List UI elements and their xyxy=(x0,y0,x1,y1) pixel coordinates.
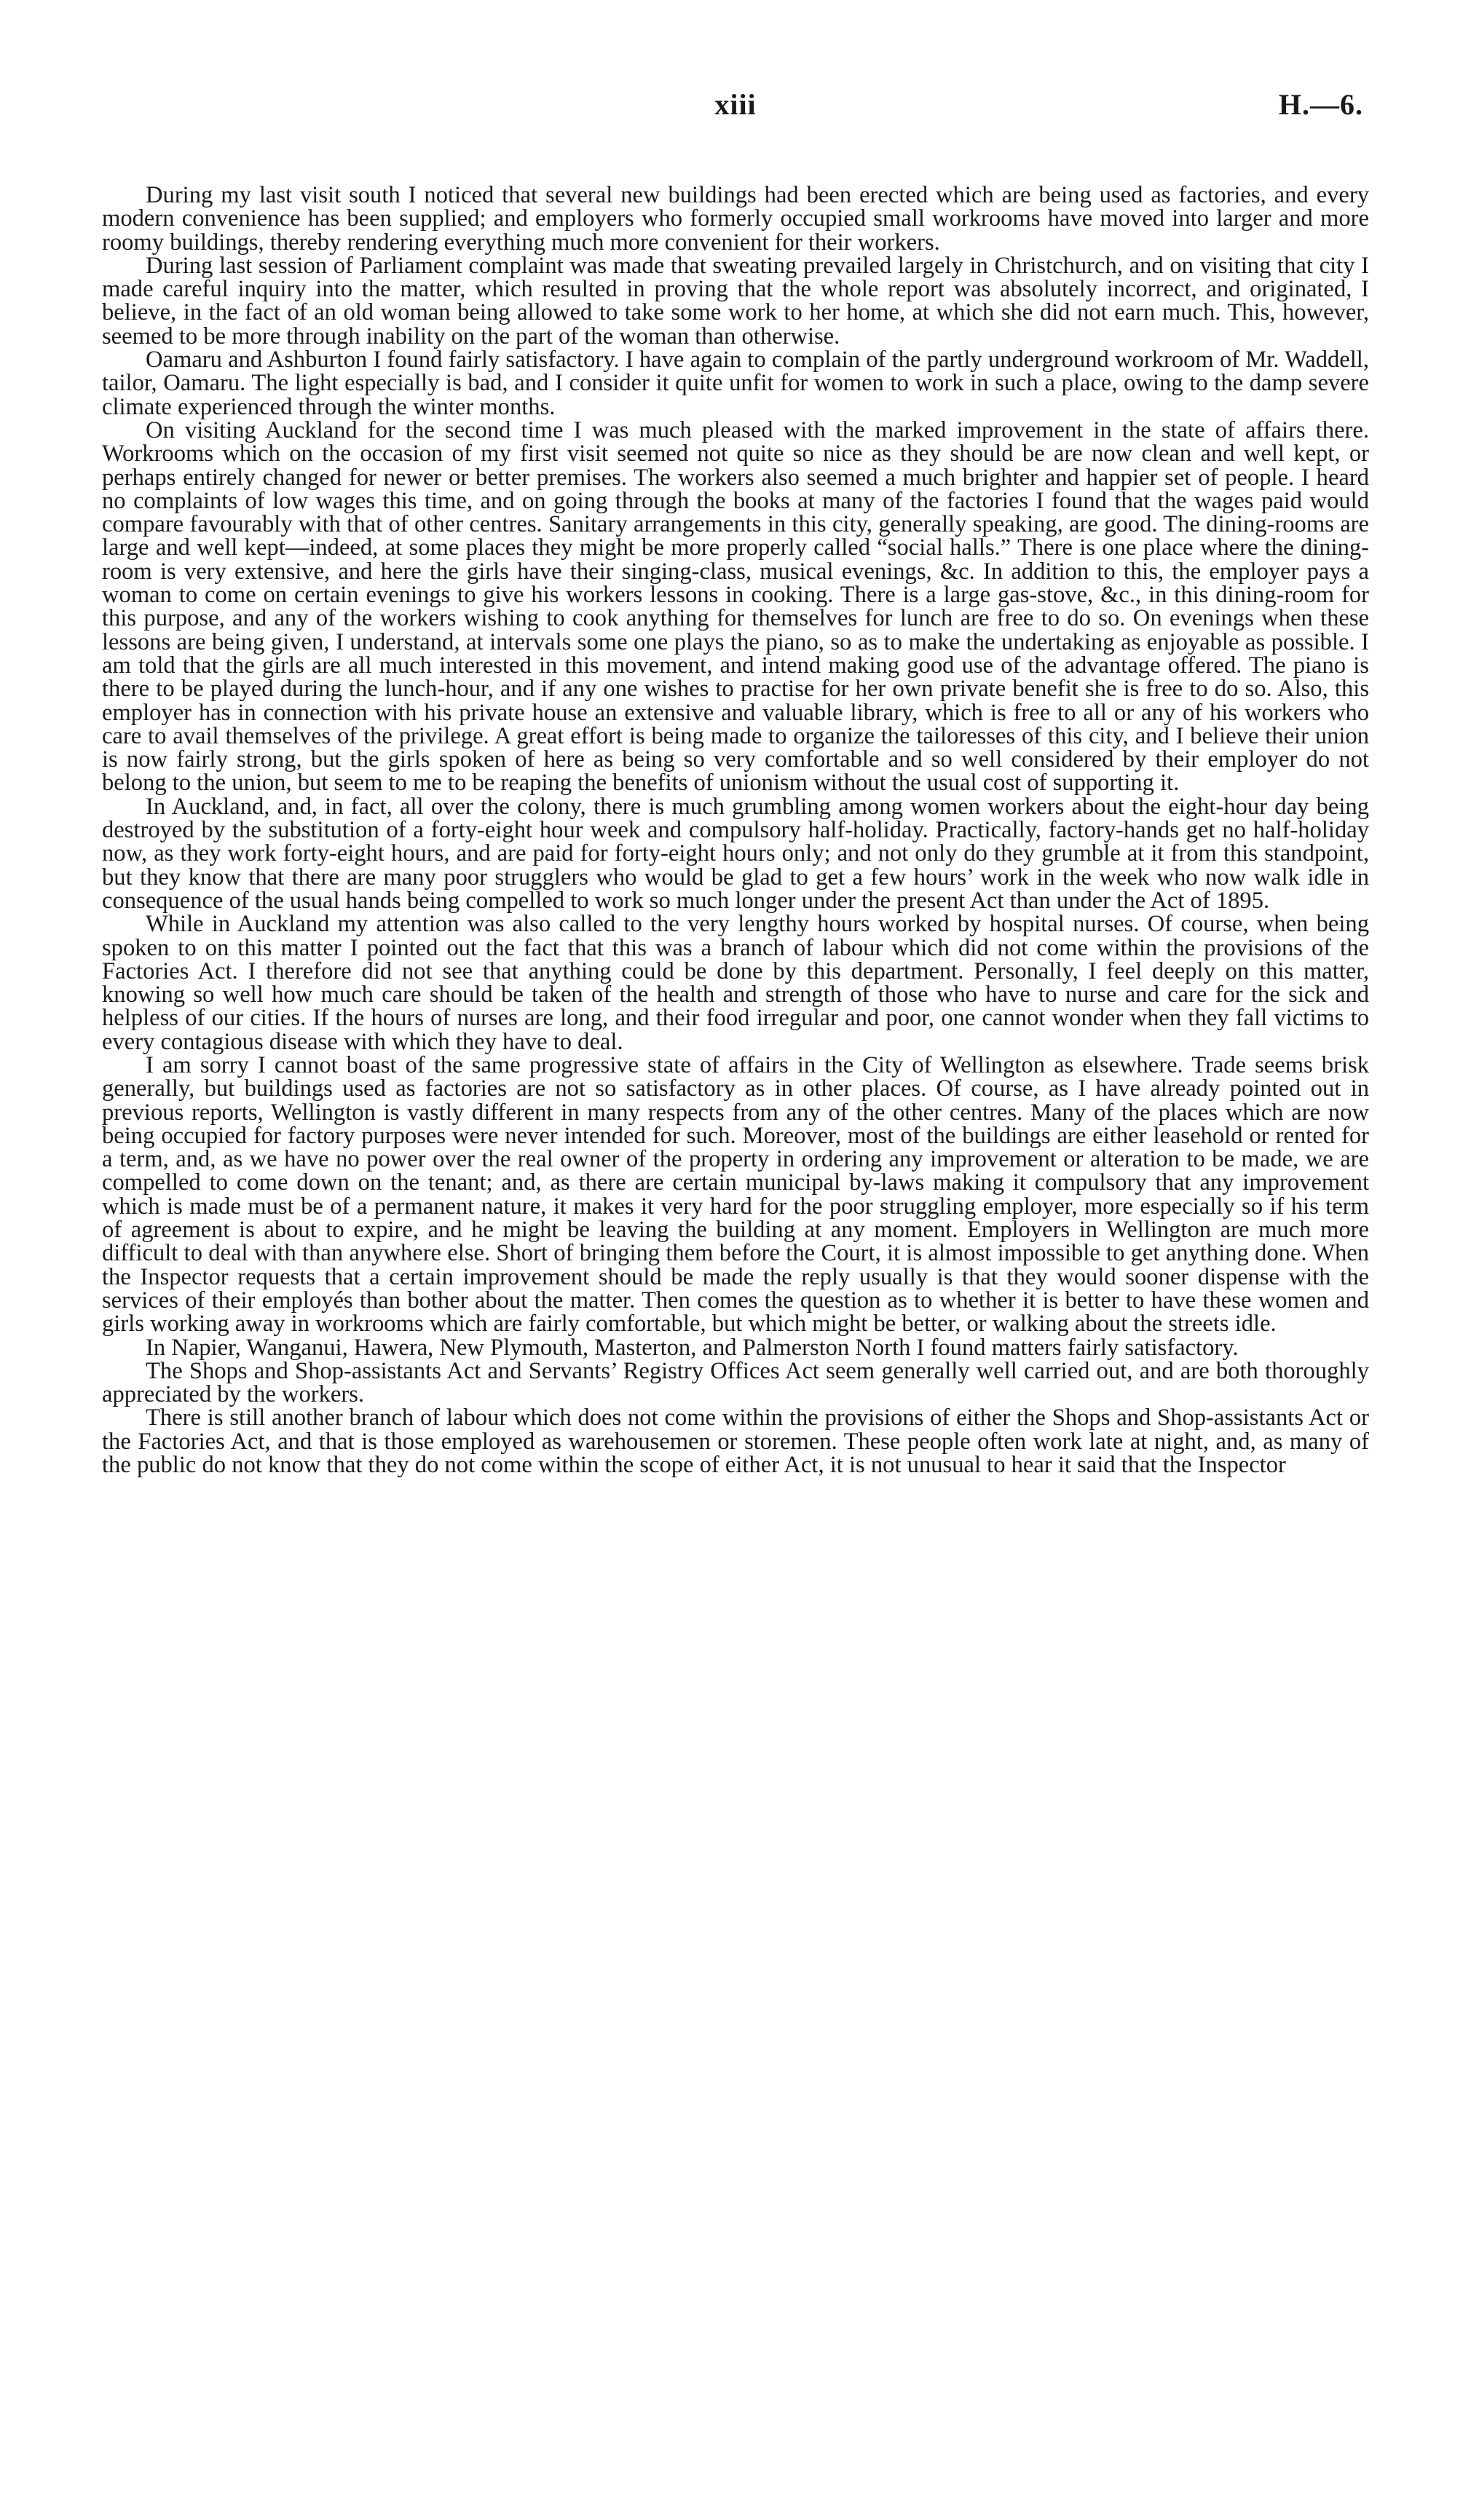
paragraph-christchurch-sweating: During last session of Parliament complaint was made that sweating prevailed largely in Christchurch, and on visiting that city I made careful inquiry into the matter, which resulted in proving that the whole report was absolutely incorrect, and originated, I believe, in the fact of an old woman being allowed to take some work to her home, at which she did not earn much. This, however, seemed to be more through inability on the part of the woman than otherwise. xyxy=(102,252,1369,349)
body-text xyxy=(102,183,1369,1477)
page-header xyxy=(102,87,1369,138)
document-page xyxy=(102,87,1369,1477)
paragraph-hospital-nurses: While in Auckland my attention was also called to the very lengthy hours worked by hospital nurses. Of course, when being spoken to on this matter I pointed out the fact that this was a branch of labour which did not come within the provisions of the Factories Act. I therefore did not see that anything could be done by this department. Personally, I feel deeply on this matter, knowing so well how much care should be taken of the health and strength of those who have to nurse and care for the sick and helpless of our cities. If the hours of nurses are long, and their food irregular and poor, one cannot wonder when they fall victims to every contagious disease with which they have to deal. xyxy=(102,911,1369,1055)
page-number: xiii xyxy=(714,88,757,121)
paragraph-warehousemen: There is still another branch of labour which does not come within the provisions of either the Shops and Shop-assistants Act or the Factories Act, and that is those employed as warehousemen or storemen. These people often work late at night, and, as many of the public do not know that they do not come within the scope of either Act, it is not unusual to hear it said that the Inspector xyxy=(102,1405,1369,1479)
document-reference: H.—6. xyxy=(1278,88,1363,121)
paragraph-new-buildings: During my last visit south I noticed that several new buildings had been erected which are being used as factories, and every modern convenience has been supplied; and employers who formerly occupied small workrooms have moved into larger and more roomy buildings, thereby rendering everything much more convenient for their workers. xyxy=(102,182,1369,256)
paragraph-wellington: I am sorry I cannot boast of the same progressive state of affairs in the City of Wellington as elsewhere. Trade seems brisk generally, but buildings used as factories are not so satisfactory as in other places. Of course, as I have already pointed out in previous reports, Wellington is vastly different in many respects from any of the other centres. Many of the places which are now being occupied for factory purposes were never intended for such. Moreover, most of the buildings are either leasehold or rented for a term, and, as we have no power over the real owner of the property in ordering any improvement or alteration to be made, we are compelled to come down on the tenant; and, as there are certain municipal by-laws making it compulsory that any improvement which is made must be of a permanent nature, it makes it very hard for the poor struggling employer, more especially so if his term of agreement is about to expire, and he might be leaving the building at any moment. Employers in Wellington are much more difficult to deal with than anywhere else. Short of bringing them before the Court, it is almost impossible to get anything done. When the Inspector requests that a certain improvement should be made the reply usually is that they would sooner dispense with the services of their employés than bother about the matter. Then comes the question as to whether it is better to have these women and girls working away in workrooms which are fairly comfortable, but which might be better, or walking about the streets idle. xyxy=(102,1051,1369,1338)
paragraph-auckland-visit: On visiting Auckland for the second time I was much pleased with the marked improvement in the state of affairs there. Workrooms which on the occasion of my first visit seemed not quite so nice as they should be are now clean and well kept, or perhaps entirely changed for newer or better premises. The workers also seemed a much brighter and happier set of people. I heard no complaints of low wages this time, and on going through the books at many of the factories I found that the wages paid would compare favourably with that of other centres. Sanitary arrangements in this city, generally speaking, are good. The dining-rooms are large and well kept—indeed, at some places they might be more properly called “social halls.” There is one place where the dining-room is very extensive, and here the girls have their singing-class, musical evenings, &c. In addition to this, the employer pays a woman to come on certain evenings to give his workers lessons in cooking. There is a large gas-stove, &c., in this dining-room for this purpose, and any of the workers wishing to cook anything for themselves for lunch are free to do so. On evenings when these lessons are being given, I understand, at intervals some one plays the piano, so as to make the undertaking as enjoyable as possible. I am told that the girls are all much interested in this movement, and intend making good use of the advantage offered. The piano is there to be played during the lunch-hour, and if any one wishes to practise for her own private benefit she is free to do so. Also, this employer has in connection with his private house an extensive and valuable library, which is free to all or any of his workers who care to avail themselves of the privilege. A great effort is being made to organize the tailoresses of this city, and I believe their union is now fairly strong, but the girls spoken of here as being so very comfortable and so well considered by their employer do not belong to the union, but seem to me to be reaping the benefits of unionism without the usual cost of supporting it. xyxy=(102,416,1369,797)
paragraph-oamaru-ashburton: Oamaru and Ashburton I found fairly satisfactory. I have again to complain of the partly underground workroom of Mr. Waddell, tailor, Oamaru. The light especially is bad, and I consider it quite unfit for women to work in such a place, owing to the damp severe climate experienced through the winter months. xyxy=(102,347,1369,420)
paragraph-shops-act: The Shops and Shop-assistants Act and Servants’ Registry Offices Act seem generally well carried out, and are both thoroughly appreciated by the workers. xyxy=(102,1357,1369,1408)
paragraph-eight-hour-day: In Auckland, and, in fact, all over the colony, there is much grumbling among women workers about the eight-hour day being destroyed by the substitution of a forty-eight hour week and compulsory half-holiday. Practically, factory-hands get no half-holiday now, as they work forty-eight hours, and are paid for forty-eight hours only; and not only do they grumble at it from this standpoint, but they know that there are many poor strugglers who would be glad to get a few hours’ work in the week who now walk idle in consequence of the usual hands being compelled to work so much longer under the present Act than under the Act of 1895. xyxy=(102,793,1369,914)
paragraph-napier-towns: In Napier, Wanganui, Hawera, New Plymouth, Masterton, and Palmerston North I found matters fairly satisfactory. xyxy=(146,1334,1239,1361)
